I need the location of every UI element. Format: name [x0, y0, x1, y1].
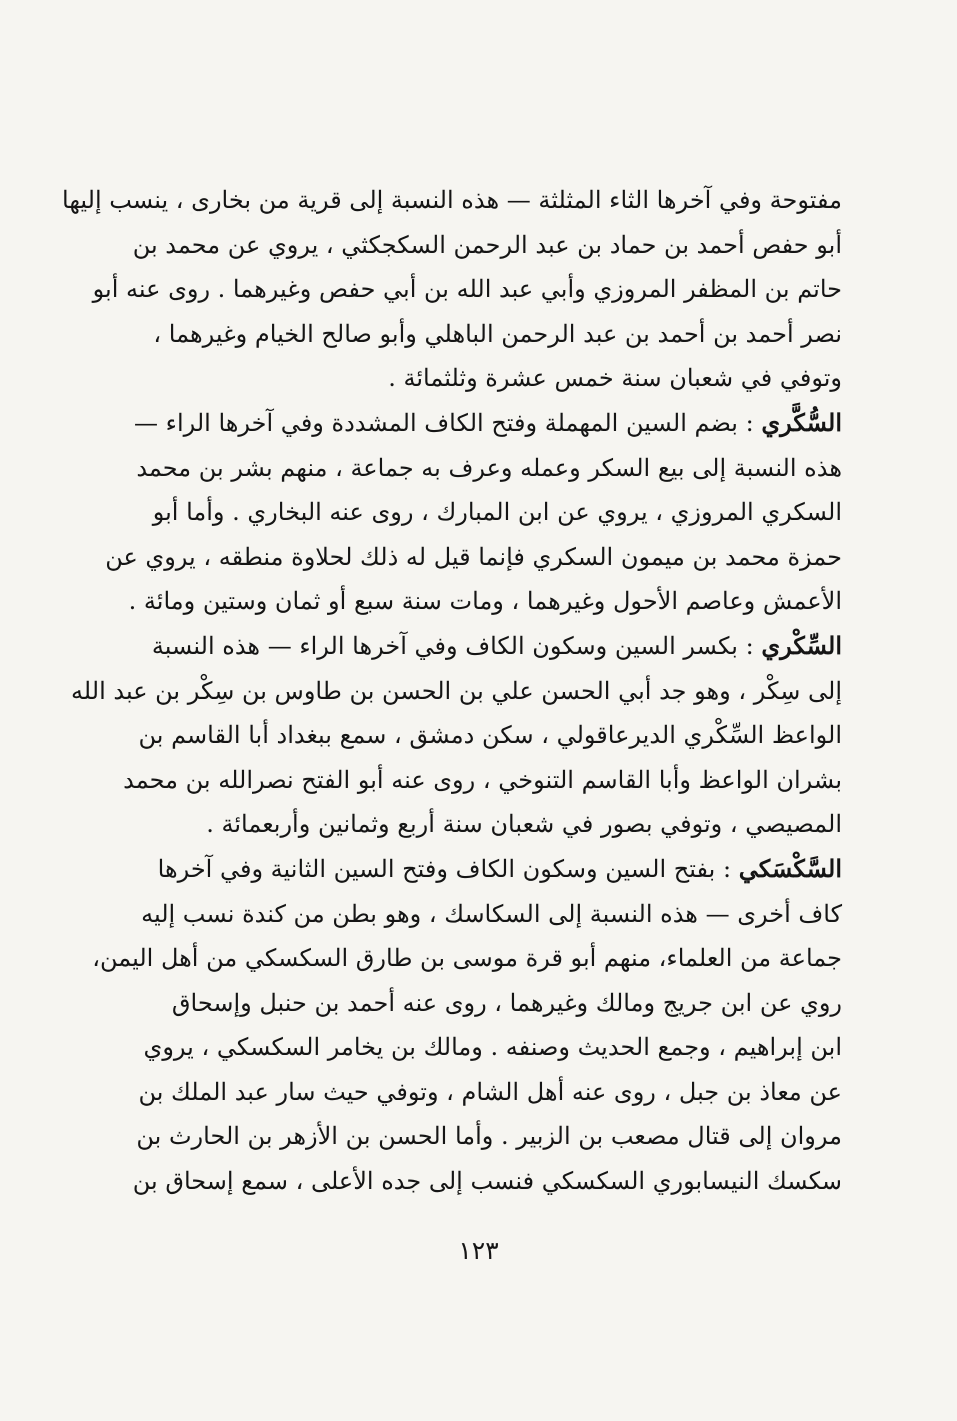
text-line: عن معاذ بن جبل ، روى عنه أهل الشام ، وتوفي حيث سار عبد الملك بن — [138, 1077, 842, 1106]
text-line: الواعظ السِّكْري الديرعاقولي ، سكن دمشق ، سمع ببغداد أبا القاسم بن — [138, 721, 842, 750]
text-line: حمزة محمد بن ميمون السكري فإنما قيل له ذلك لحلاوة منطقه ، يروي عن — [105, 542, 842, 571]
text-line: وتوفي في شعبان سنة خمس عشرة وثلثمائة . — [388, 364, 842, 393]
text-line: بشران الواعظ وأبا القاسم التنوخي ، روى عنه أبو الفتح نصرالله بن محمد — [123, 765, 842, 794]
entry-headword: السُّكَّري — [761, 407, 842, 437]
text-line: مفتوحة وفي آخرها الثاء المثلثة — هذه النسبة إلى قرية من بخارى ، ينسب إليها — [62, 186, 842, 214]
text-line: السكري المروزي ، يروي عن ابن المبارك ، روى عنه البخاري . وأما أبو — [152, 498, 842, 527]
entry-headword: السَّكْسَكي — [738, 853, 842, 883]
text-line: المصيصي ، وتوفي بصور في شعبان سنة أربع وثمانين وأربعمائة . — [206, 810, 842, 839]
text-line: الأعمش وعاصم الأحول وغيرهما ، ومات سنة سبع أو ثمان وستين ومائة . — [128, 587, 842, 616]
entry-headword: السِّكْري — [761, 630, 842, 660]
text-line: سكسك النيسابوري السكسكي فنسب إلى جده الأعلى ، سمع إسحاق بن — [132, 1167, 842, 1196]
text-line: ابن إبراهيم ، وجمع الحديث وصنفه . ومالك بن يخامر السكسكي ، يروي — [143, 1033, 842, 1062]
entry-first-line-text: : بفتح السين وسكون الكاف وفتح السين الثانية وفي آخرها — [157, 854, 732, 883]
entry-first-line — [157, 847, 842, 892]
text-line: حاتم بن المظفر المروزي وأبي عبد الله بن أبي حفص وغيرهما . روى عنه أبو — [92, 275, 842, 304]
text-line: روي عن ابن جريج ومالك وغيرهما ، روى عنه أحمد بن حنبل وإسحاق — [171, 988, 842, 1017]
text-line: مروان إلى قتال مصعب بن الزبير . وأما الحسن بن الأزهر بن الحارث بن — [136, 1122, 842, 1151]
text-line: نصر أحمد بن أحمد بن عبد الرحمن الباهلي وأبو صالح الخيام وغيرهما ، — [153, 319, 842, 348]
entry-first-line-text: : بكسر السين وسكون الكاف وفي آخرها الراء — هذه النسبة — [151, 631, 754, 660]
text-line: إلى سِكْر ، وهو جد أبي الحسن علي بن الحسن بن طاوس بن سِكْر بن عبد الله — [70, 676, 842, 705]
entry-first-line — [134, 401, 842, 446]
page-number: ١٢٣ — [458, 1236, 499, 1265]
text-line: هذه النسبة إلى بيع السكر وعمله وعرف به جماعة ، منهم بشر بن محمد — [136, 453, 842, 482]
entry-first-line — [151, 624, 842, 669]
entry-first-line-text: : بضم السين المهملة وفتح الكاف المشددة وفي آخرها الراء — — [134, 408, 754, 437]
text-line: كاف أخرى — هذه النسبة إلى السكاسك ، وهو بطن من كندة نسب إليه — [141, 899, 842, 928]
text-line: جماعة من العلماء، منهم أبو قرة موسى بن طارق السكسكي من أهل اليمن، — [92, 944, 842, 973]
text-line: أبو حفص أحمد بن حماد بن عبد الرحمن السكجكثي ، يروي عن محمد بن — [132, 230, 842, 259]
text-body — [62, 178, 842, 1204]
